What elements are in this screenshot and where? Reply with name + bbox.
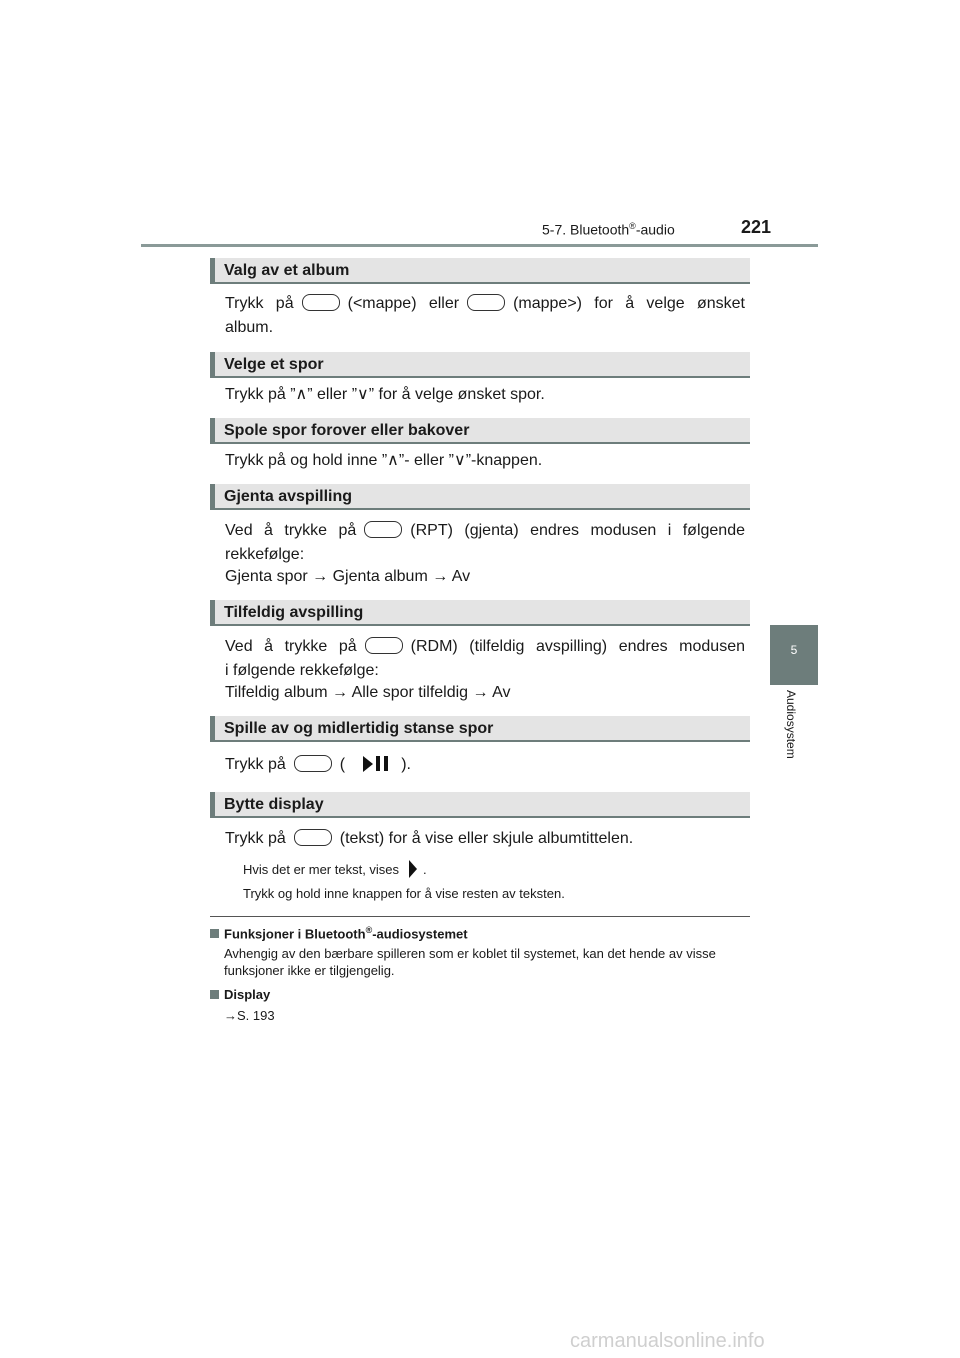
section-text-random: Ved å trykke på (RDM) (tilfeldig avspilling) endres modusen [225, 638, 745, 655]
section-text-album: Trykk på (<mappe) eller (mappe>) for å velge ønsket [225, 295, 745, 312]
section-text-random-2: i følgende rekkefølge: [225, 662, 379, 679]
note-heading-functions: Funksjoner i Bluetooth®-audiosystemet [210, 925, 468, 941]
section-text-play-pause: Trykk på ( ). [225, 756, 411, 773]
section-text-repeat-2: rekkefølge: [225, 546, 305, 563]
section-text-repeat-3: Gjenta spor → Gjenta album → Av [225, 568, 471, 585]
chapter-tab-label: Audiosystem [784, 690, 798, 759]
chapter-tab: 5 [770, 625, 818, 685]
bullet-square-icon [210, 929, 219, 938]
button-icon [365, 637, 403, 654]
section-text-display: Trykk på (tekst) for å vise eller skjule albumtittelen. [225, 830, 634, 847]
section-heading-seek: Spole spor forover eller bakover [210, 418, 750, 444]
section-heading-repeat: Gjenta avspilling [210, 484, 750, 510]
section-text-random-3: Tilfeldig album → Alle spor tilfeldig → Av [225, 684, 511, 701]
section-text-repeat: Ved å trykke på (RPT) (gjenta) endres modusen i følgende [225, 522, 745, 539]
section-text-track: Trykk på ”∧” eller ”∨” for å velge ønsket spor. [225, 386, 545, 403]
section-text-seek: Trykk på og hold inne ”∧”- eller ”∨”-knappen. [225, 452, 543, 469]
chapter-title: 5-7. Bluetooth®-audio [542, 221, 675, 238]
notes-divider [210, 916, 750, 917]
button-icon [467, 294, 505, 311]
display-note-1: Hvis det er mer tekst, vises . [243, 862, 427, 877]
play-icon [363, 756, 373, 772]
section-heading-track: Velge et spor [210, 352, 750, 378]
button-icon [302, 294, 340, 311]
section-text-album-cont: album. [225, 319, 274, 336]
section-heading-display: Bytte display [210, 792, 750, 818]
button-icon [294, 829, 332, 846]
note-link-display[interactable]: →S. 193 [224, 1008, 275, 1023]
note-text-functions: Avhengig av den bærbare spilleren som er koblet til systemet, kan det hende av visse funksjoner ikke er tilgjengelig. [224, 946, 716, 978]
bullet-square-icon [210, 990, 219, 999]
page-number: 221 [741, 217, 772, 237]
header-divider [141, 244, 818, 247]
section-heading-random: Tilfeldig avspilling [210, 600, 750, 626]
button-icon [364, 521, 402, 538]
section-heading-album: Valg av et album [210, 258, 750, 284]
section-heading-play-pause: Spille av og midlertidig stanse spor [210, 716, 750, 742]
note-heading-display: Display [210, 987, 270, 1002]
button-icon [294, 755, 332, 772]
pause-icon [376, 756, 388, 771]
watermark: carmanualsonline.info [570, 1330, 765, 1352]
display-note-2: Trykk og hold inne knappen for å vise resten av teksten. [243, 886, 565, 901]
more-text-arrow-icon [409, 860, 417, 878]
